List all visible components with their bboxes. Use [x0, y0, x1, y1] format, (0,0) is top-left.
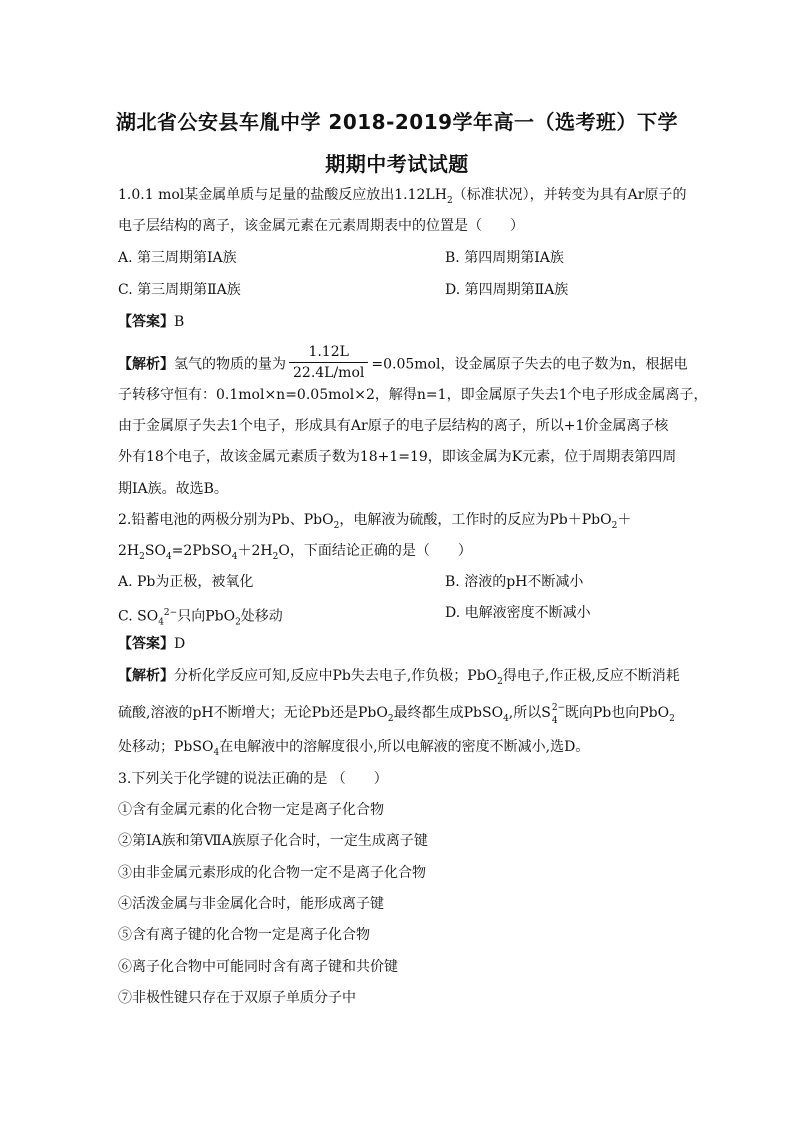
q3-item: ①含有金属元素的化合物一定是离子化合物 [118, 802, 384, 818]
q2-option-a: A. Pb为正极，被氧化 [118, 574, 254, 590]
q3-item: ⑦非极性键只存在于双原子单质分子中 [118, 990, 356, 1006]
q2-analysis-line-3: 处移动；PbSO$_4$在电解液中的溶解度很小,所以电解液的密度不断减小,选D。 [118, 739, 590, 758]
sulfate-charge-notation: 2− 4 [551, 703, 566, 726]
q1-analysis-line-1: 【解析】氢气的物质的量为 $\frac{1.12L}{\text{22.4L/mol}}$ =0.05mol，设金属原子失去的电子数为n，根据电 [118, 344, 688, 381]
q3-item: ④活泼金属与非金属化合时，能形成离子键 [118, 896, 384, 912]
q1-option-b: B. 第四周期第IA族 [445, 250, 564, 266]
q2-option-d: D. 电解液密度不断减小 [445, 605, 591, 621]
q1-analysis-line-2: 子转移守恒有：0.1mol×n=0.05mol×2，解得n=1，即金属原子失去1个电子形成金属离子， [118, 387, 708, 403]
q1-answer: 【答案】B [118, 314, 185, 330]
q2-answer: 【答案】D [118, 636, 186, 652]
q1-option-d: D. 第四周期第ⅡA族 [445, 282, 569, 298]
q1-analysis-line-5: 期ⅠA族。故选B。 [118, 481, 228, 497]
q2-analysis-line-2: 硫酸,溶液的pH不断增大；无论Pb还是PbO$_2$最终都生成PbSO$_4$,所以S 2− 4 既向Pb也向PbO$_2$ [118, 703, 675, 726]
document-title-line-2: 期期中考试试题 [325, 152, 469, 176]
q2-stem-line-1: 2.铅蓄电池的两极分别为Pb、PbO$_2$，电解液为硫酸，工作时的反应为Pb＋PbO$_2$＋ [118, 512, 632, 531]
q1-option-c: C. 第三周期第ⅡA族 [118, 282, 241, 298]
q2-stem-line-2: $2H_2SO_4=2PbSO_4+2H_2O$，下面结论正确的是（ ） [118, 543, 472, 562]
q2-option-c: C. $SO_4^{2-}$只向PbO$_2$处移动 [118, 608, 283, 628]
q3-stem: 3.下列关于化学键的说法正确的是 （ ） [118, 771, 388, 787]
q1-stem-line-1: 1.0.1 mol某金属单质与足量的盐酸反应放出$1.12LH_2$（标准状况），并转变为具有Ar原子的 [118, 187, 687, 206]
q3-item: ③由非金属元素形成的化合物一定不是离子化合物 [118, 865, 426, 881]
q2-option-b: B. 溶液的pH不断减小 [445, 574, 584, 590]
q3-item: ⑤含有离子键的化合物一定是离子化合物 [118, 927, 370, 943]
q1-option-a: A. 第三周期第IA族 [118, 250, 237, 266]
q3-item: ②第ⅠA族和第ⅦA族原子化合时，一定生成离子键 [118, 833, 428, 849]
q2-analysis-line-1: 【解析】分析化学反应可知,反应中Pb失去电子,作负极；PbO$_2$得电子,作正极,反应不断消耗 [118, 668, 680, 687]
document-title-line-1: 湖北省公安县车胤中学 2018-2019学年高一（选考班）下学 [115, 110, 679, 134]
q3-item: ⑥离子化合物中可能同时含有离子键和共价键 [118, 959, 398, 975]
q1-analysis-line-3: 由于金属原子失去1个电子，形成具有Ar原子的电子层结构的离子，所以+1价金属离子核 [118, 418, 669, 434]
fraction: $\frac{1.12L}{\text{22.4L/mol}}$ [289, 344, 368, 381]
q1-stem-line-2: 电子层结构的离子，该金属元素在元素周期表中的位置是（ ） [118, 218, 524, 234]
q1-analysis-line-4: 外有18个电子，故该金属元素质子数为18+1=19，即该金属为K元素，位于周期表第四周 [118, 449, 677, 465]
